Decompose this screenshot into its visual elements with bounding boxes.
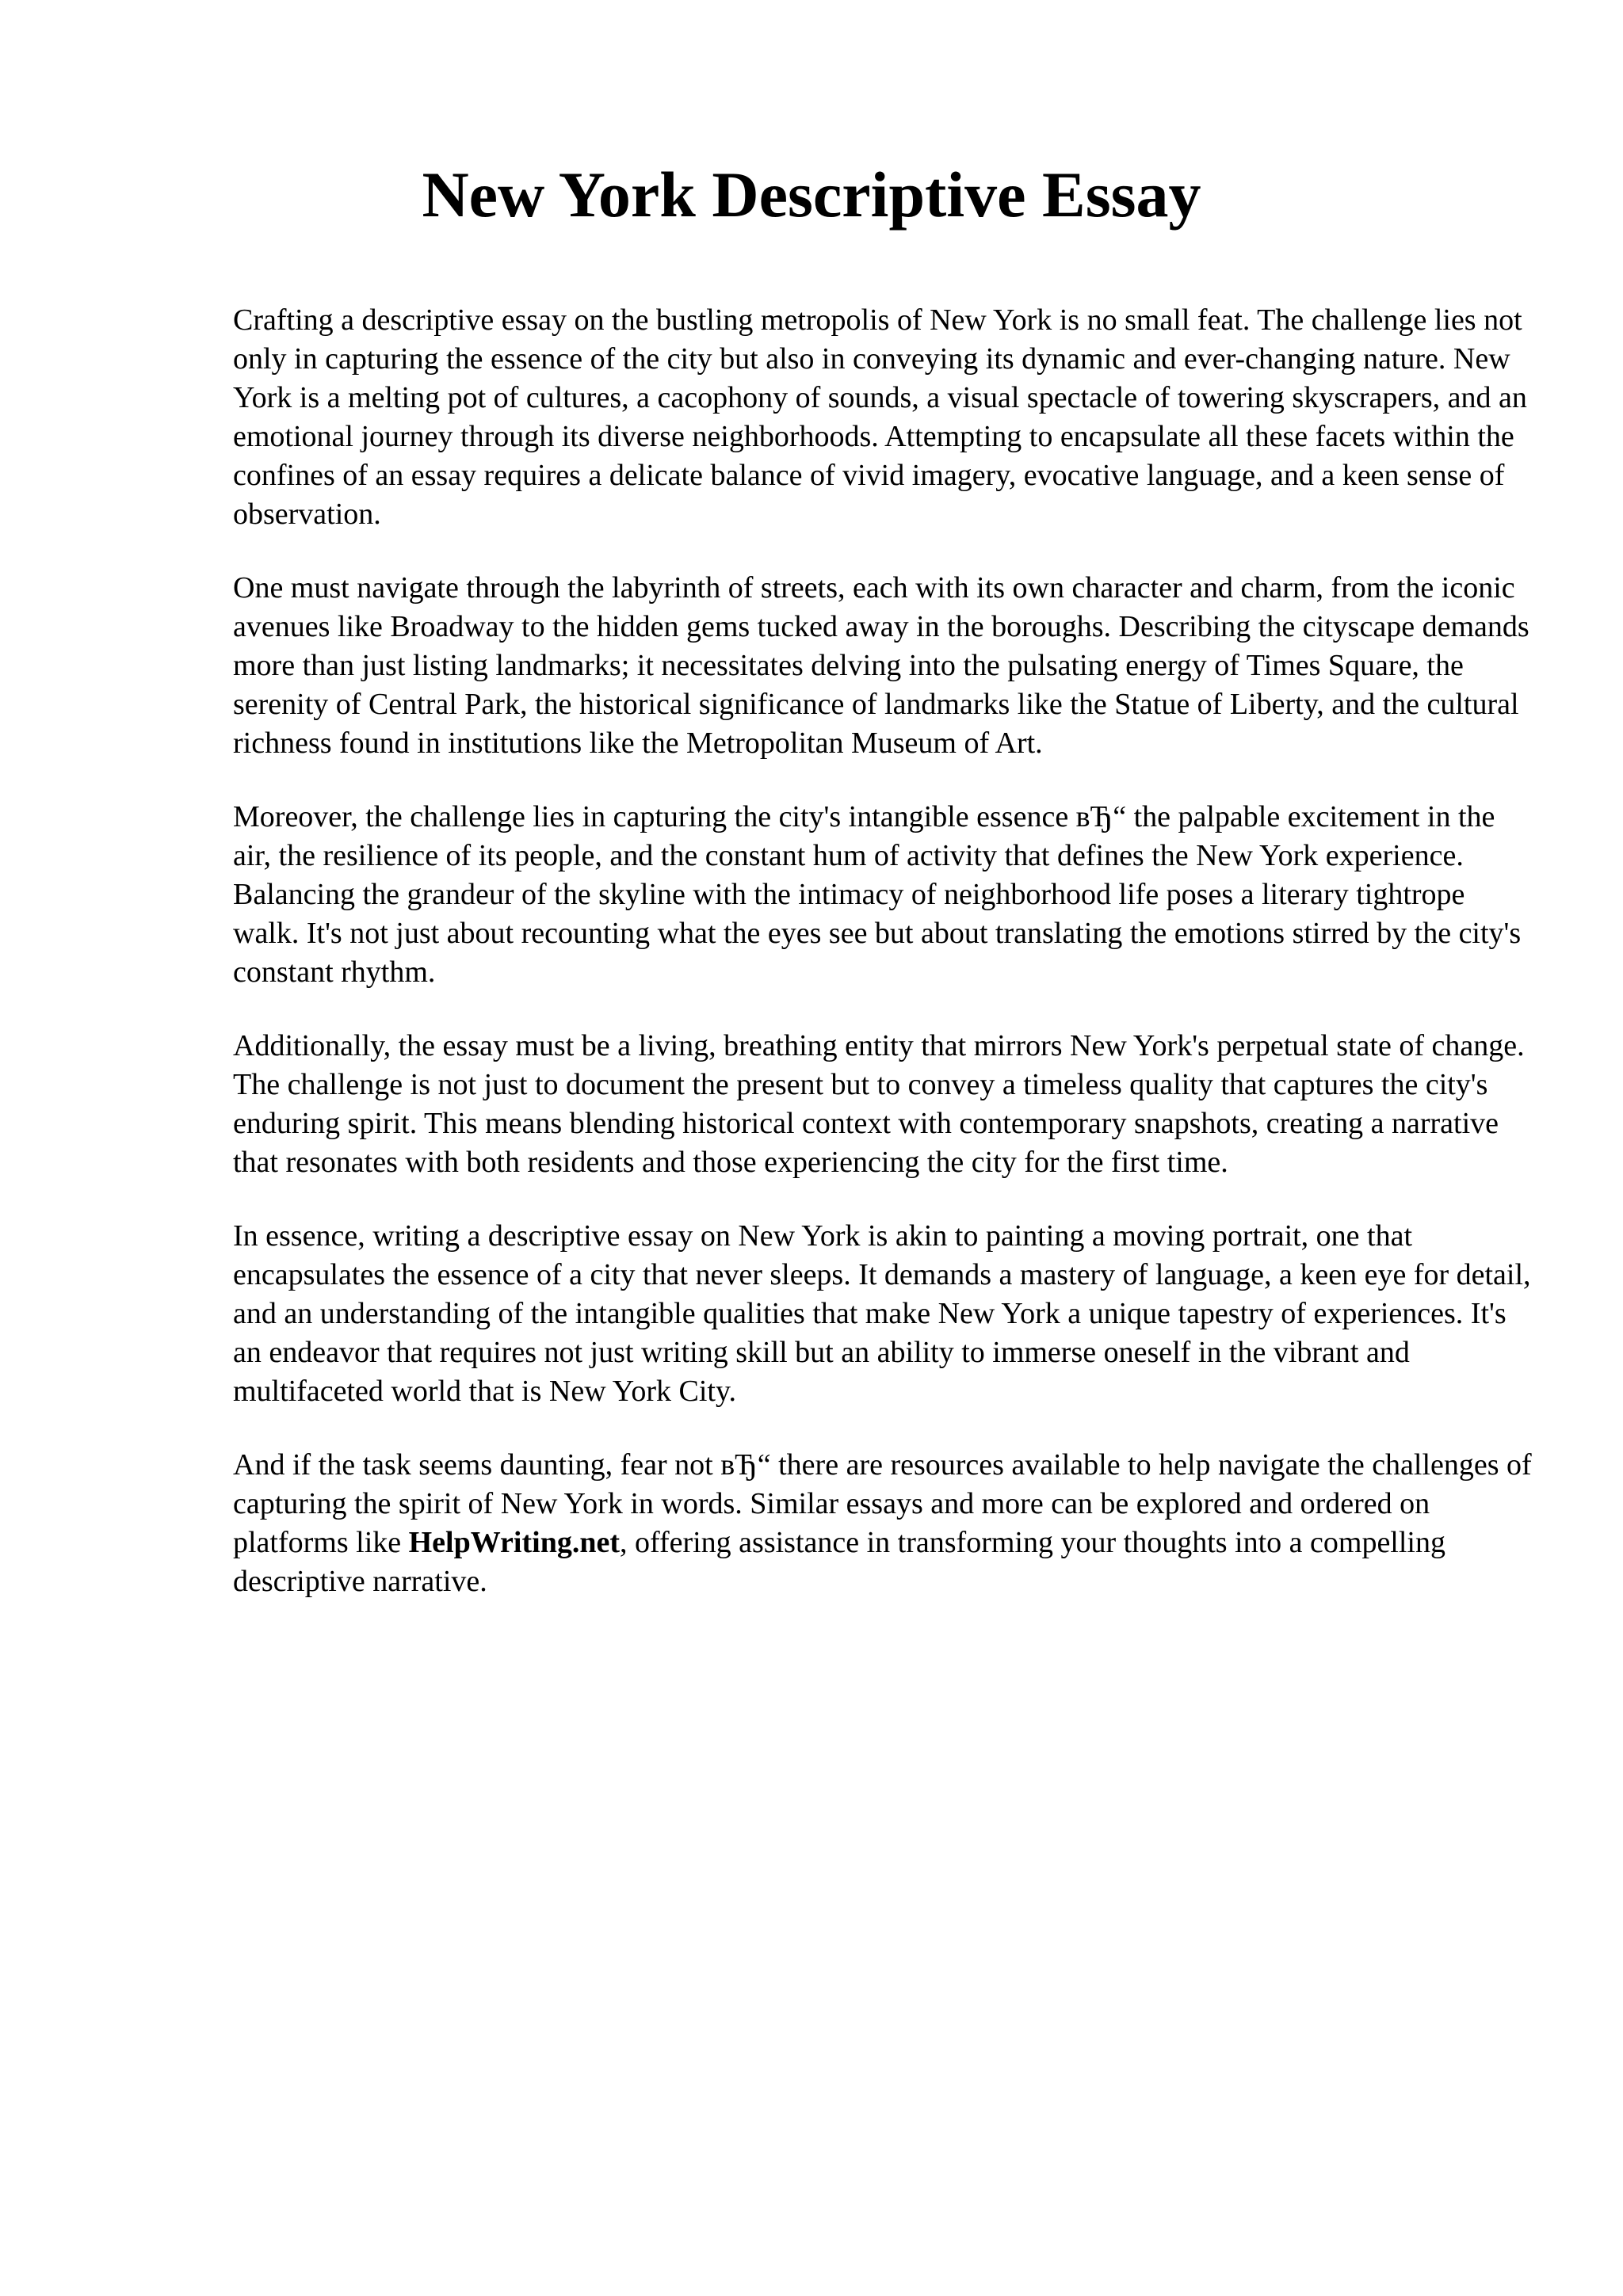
paragraph-2: One must navigate through the labyrinth of streets, each with its own character and charm, from the iconic avenues like Broadway to the hidden gems tucked away in the boroughs. Describing the cityscape demands more than just listing landmarks; it necessitates delving into the pulsating energy of Times Square, the serenity of Central Park, the historical significance of landmarks like the Statue of Liberty, and the cultural richness found in institutions like the Metropolitan Museum of Art. xyxy=(233,571,1529,760)
document-title: New York Descriptive Essay xyxy=(422,158,1201,231)
paragraph-6 xyxy=(233,1446,1533,1601)
paragraph-3: Moreover, the challenge lies in capturing the city's intangible essence вЂ“ the palpable excitement in the air, the resilience of its people, and the constant hum of activity that defines the New York experience. Balancing the grandeur of the skyline with the intimacy of neighborhood life poses a literary tightrope walk. It's not just about recounting what the eyes see but about translating the emotions stirred by the city's constant rhythm. xyxy=(233,800,1522,989)
document-body xyxy=(233,301,1533,1636)
paragraph-5: In essence, writing a descriptive essay on New York is akin to painting a moving portrait, one that encapsulates the essence of a city that never sleeps. It demands a mastery of language, a keen eye for detail, and an understanding of the intangible qualities that make New York a unique tapestry of experiences. It's an endeavor that requires not just writing skill but an ability to immerse oneself in the vibrant and multifaceted world that is New York City. xyxy=(233,1219,1531,1408)
paragraph-4: Additionally, the essay must be a living, breathing entity that mirrors New York's perpetual state of change. The challenge is not just to document the present but to convey a timeless quality that captures the city's enduring spirit. This means blending historical context with contemporary snapshots, creating a narrative that resonates with both residents and those experiencing the city for the first time. xyxy=(233,1029,1525,1179)
paragraph-6-intro: And if the task seems daunting, fear not вЂ“ there are resources available to help navigate the challenges of capturing the spirit of New York in words. Similar essays and more can be explored and ordered on platforms like xyxy=(233,1448,1532,1559)
paragraph-6-outro: , offering assistance in transforming your thoughts into a compelling descriptive narrative. xyxy=(233,1526,1445,1598)
helpwriting-link[interactable]: HelpWriting.net xyxy=(408,1526,620,1559)
paragraph-1: Crafting a descriptive essay on the bustling metropolis of New York is no small feat. The challenge lies not only in capturing the essence of the city but also in conveying its dynamic and ever-changing nature. New York is a melting pot of cultures, a cacophony of sounds, a visual spectacle of towering skyscrapers, and an emotional journey through its diverse neighborhoods. Attempting to encapsulate all these facets within the confines of an essay requires a delicate balance of vivid imagery, evocative language, and a keen sense of observation. xyxy=(233,303,1527,531)
